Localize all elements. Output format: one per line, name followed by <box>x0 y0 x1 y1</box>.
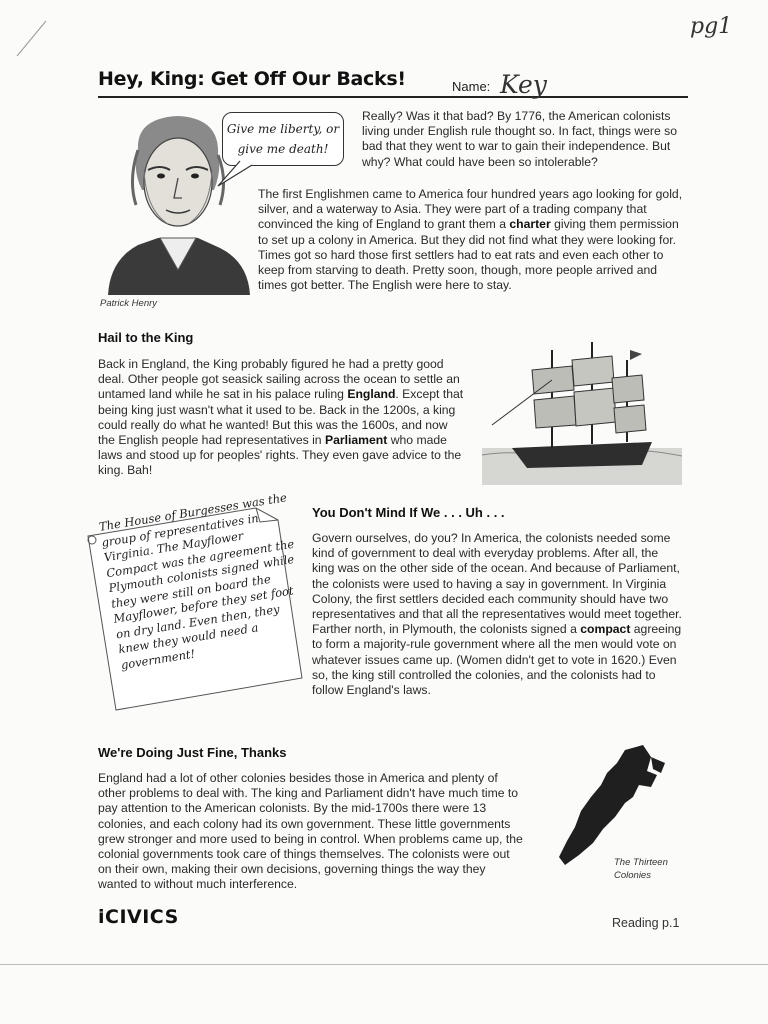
quote-line-2: give me death! <box>237 142 329 156</box>
intro-paragraph-1: Really? Was it that bad? By 1776, the American colonists living under English rule thought so. In fact, things were so bad that they went to war to gain their independence. But why? What could have been so intolerable? <box>362 109 678 169</box>
heading-you-dont-mind: You Don't Mind If We . . . Uh . . . <box>312 505 505 520</box>
sidebar-note: The House of Burgesses was the group of representatives in Virginia. The Mayflower Compact was the agreement the Plymouth colonists signed while they were still on board the Mayflower, before they set foot on dry land. Even then, they knew they would need a government! <box>98 490 296 672</box>
term-compact: compact <box>580 622 631 637</box>
term-charter: charter <box>509 217 551 232</box>
scan-mark <box>14 18 48 58</box>
heading-hail-to-the-king: Hail to the King <box>98 330 194 345</box>
name-label: Name: <box>452 79 491 94</box>
heading-doing-just-fine: We're Doing Just Fine, Thanks <box>98 745 287 760</box>
page-label: Reading p.1 <box>612 916 680 930</box>
speech-bubble <box>222 112 344 166</box>
portrait-caption: Patrick Henry <box>100 298 158 309</box>
term-parliament: Parliament <box>324 433 388 448</box>
title-underline <box>98 96 688 98</box>
paragraph-hail-to-the-king: Back in England, the King probably figured he had a pretty good deal. Other people got seasick sailing across the ocean to settle an untamed land while he sat in his palace ruling England. Except that being king just wasn't what it used to be. Back in the 1200s, a king could really do what he wanted! But this was the 1600s, and now the English people had representatives in Parliament who made laws and stood up for peoples' rights. They even gave advice to the king. Bah! <box>98 357 464 478</box>
sailing-ship-illustration <box>482 330 682 485</box>
icivics-logo: iCIVICS <box>98 906 179 928</box>
map-caption: The Thirteen Colonies <box>614 857 668 881</box>
term-england: England <box>347 387 396 402</box>
paragraph-doing-just-fine: England had a lot of other colonies besides those in America and plenty of other problems to deal with. The king and Parliament didn't have much time to pay attention to the American colonists. By the mid-1700s there were 13 colonies, and each colony had its own government. These little governments grew stronger and more used to being in control. When problems came up, the colonial governments took care of things themselves. The colonists were out on their own, making their own decisions, governing things the way they wanted to without much interference. <box>98 771 523 892</box>
speech-bubble-tail <box>214 160 254 190</box>
intro-paragraph-2: The first Englishmen came to America four hundred years ago looking for gold, silver, and a waterway to Asia. They were part of a trading company that convinced the king of England to grant them a charter giving them permission to set up a colony in America. But they did not find what they were looking for. Times got so hard those first settlers had to eat rats and even each other to keep from starving to death. Pretty soon, though, more people arrived and times got better. The English were here to stay. <box>258 187 683 293</box>
handwritten-page-number: pg1 <box>690 14 733 39</box>
name-handwritten-value: Key <box>500 70 547 99</box>
scan-edge-line <box>0 964 768 965</box>
paragraph-you-dont-mind: Govern ourselves, do you? In America, the colonists needed some kind of government to deal with everyday problems. After all, the king was on the other side of the ocean. And because of Parliament, the colonists were used to having a say in government. In Virginia Colony, the first settlers decided each community should have two representatives and that all the representatives would meet together. Farther north, in Plymouth, the colonists signed a compact agreeing to form a majority-rule government where all the men would vote on whatever issues came up. (Women didn't get to vote in 1620.) Even so, the king still controlled the colonies, and the colonists had to follow England's laws. <box>312 531 682 698</box>
quote-line-1: Give me liberty, or <box>226 122 340 136</box>
page-title: Hey, King: Get Off Our Backs! <box>98 68 406 90</box>
